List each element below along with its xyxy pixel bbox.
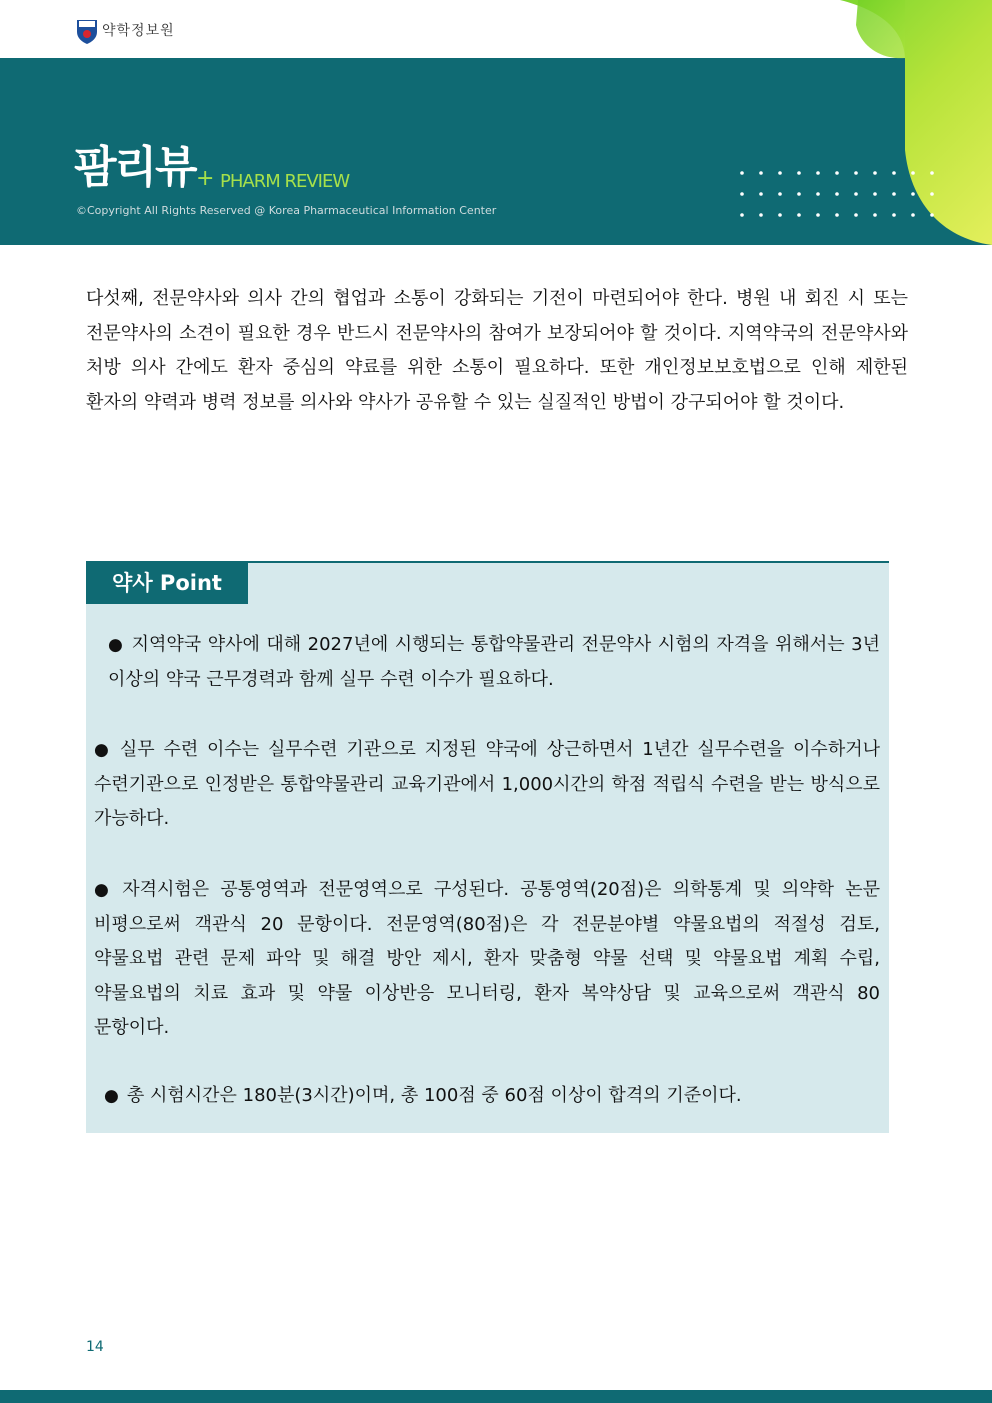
copyright-text: ©Copyright All Rights Reserved @ Korea Pharmaceutical Information Center xyxy=(76,204,497,217)
point-text: 자격시험은 공통영역과 전문영역으로 구성된다. 공통영역(20점)은 의학통계 및 의약학 논문 비평으로써 객관식 20 문항이다. 전문영역(80점)은 각 전문분야별 약물요법의 적절성 검토, 약물요법 관련 문제 파악 및 해결 방안 제시, 환자 맞춤형 약물 선택 및 약물요법 계획 수립, 약물요법의 치료 효과 및 약물 이상반응 모니터링, 환자 복약상담 및 교육으로써 객관식 80 문항이다. xyxy=(94,879,880,1038)
decor-dot xyxy=(930,171,934,175)
decor-dot xyxy=(740,213,744,217)
decor-dot xyxy=(854,192,858,196)
decor-dot xyxy=(797,213,801,217)
decor-dot xyxy=(778,213,782,217)
decor-dot xyxy=(816,192,820,196)
decor-dot xyxy=(835,192,839,196)
decor-dot xyxy=(835,171,839,175)
decor-dot xyxy=(911,213,915,217)
bullet-icon: ● xyxy=(94,880,115,900)
decor-dot xyxy=(892,192,896,196)
decor-dot xyxy=(911,192,915,196)
decor-dot xyxy=(816,171,820,175)
pharmacist-point-box xyxy=(86,561,889,1133)
decor-dot xyxy=(911,171,915,175)
org-name: 약학정보원 xyxy=(102,23,175,39)
bullet-icon: ● xyxy=(94,740,112,760)
decor-dot xyxy=(892,213,896,217)
org-logo xyxy=(76,18,98,44)
decor-dot xyxy=(930,213,934,217)
decor-dot xyxy=(873,213,877,217)
decor-dot xyxy=(759,213,763,217)
page-number: 14 xyxy=(86,1339,104,1355)
decor-dot xyxy=(759,192,763,196)
point-item xyxy=(94,873,880,1046)
decor-dot xyxy=(854,171,858,175)
decor-dot xyxy=(892,171,896,175)
point-text: 총 시험시간은 180분(3시간)이며, 총 100점 중 60점 이상이 합격의 기준이다. xyxy=(126,1085,742,1106)
decor-dot xyxy=(873,192,877,196)
decor-dot xyxy=(854,213,858,217)
brand-subtitle: PHARM REVIEW xyxy=(220,171,350,192)
decor-dot xyxy=(740,192,744,196)
point-item xyxy=(108,628,880,697)
decor-dot xyxy=(778,171,782,175)
decor-dot xyxy=(835,213,839,217)
bullet-icon: ● xyxy=(104,1086,119,1106)
brand-plus: + xyxy=(196,166,215,191)
intro-paragraph: 다섯째, 전문약사와 의사 간의 협업과 소통이 강화되는 기전이 마련되어야 한다. 병원 내 회진 시 또는 전문약사의 소견이 필요한 경우 반드시 전문약사의 참여가 보장되어야 할 것이다. 지역약국의 전문약사와 처방 의사 간에도 환자 중심의 약료를 위한 소통이 필요하다. 또한 개인정보보호법으로 인해 제한된 환자의 약력과 병력 정보를 의사와 약사가 공유할 수 있는 실질적인 방법이 강구되어야 할 것이다. xyxy=(86,288,908,413)
decor-dot xyxy=(797,192,801,196)
bullet-icon: ● xyxy=(108,635,124,655)
decor-dot xyxy=(778,192,782,196)
decor-dot xyxy=(797,171,801,175)
shield-logo-icon xyxy=(76,18,98,44)
brand-title: 팜리뷰 xyxy=(74,142,196,193)
point-text: 실무 수련 이수는 실무수련 기관으로 지정된 약국에 상근하면서 1년간 실무수련을 이수하거나 수련기관으로 인정받은 통합약물관리 교육기관에서 1,000시간의 학점 적립식 수련을 받는 방식으로 가능하다. xyxy=(94,739,880,829)
point-item xyxy=(104,1079,880,1114)
point-text: 지역약국 약사에 대해 2027년에 시행되는 통합약물관리 전문약사 시험의 자격을 위해서는 3년 이상의 약국 근무경력과 함께 실무 수련 이수가 필요하다. xyxy=(108,634,880,690)
decor-dot xyxy=(759,171,763,175)
footer-bar xyxy=(0,1390,992,1403)
decor-dot xyxy=(816,213,820,217)
decor-dot xyxy=(930,192,934,196)
decor-dot xyxy=(740,171,744,175)
point-item xyxy=(94,733,880,837)
point-box-tab: 약사 Point xyxy=(86,563,248,604)
header-green-circle xyxy=(856,0,905,58)
decor-dot xyxy=(873,171,877,175)
